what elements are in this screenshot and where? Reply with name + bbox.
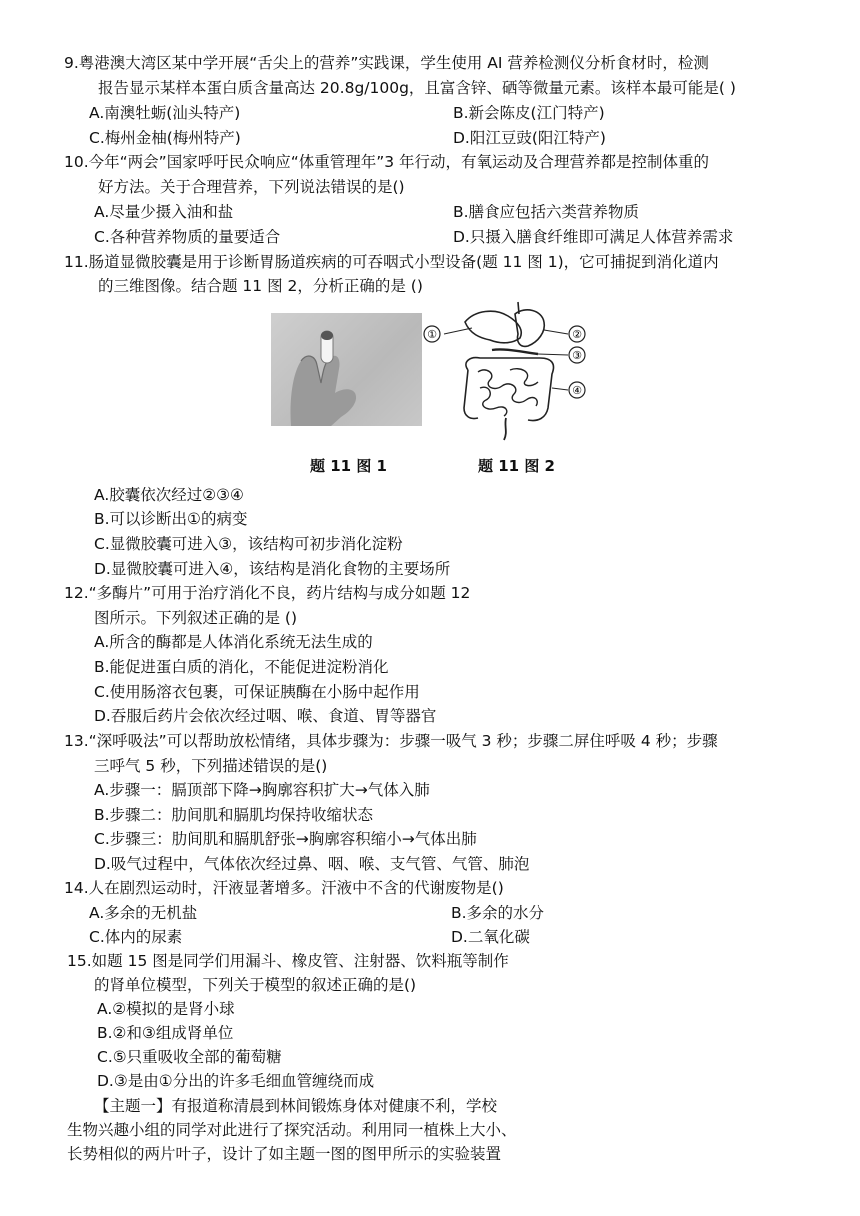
q13-option-c: C.步骤三：肋间肌和膈肌舒张→胸廓容积缩小→气体出肺	[94, 830, 477, 848]
q11-stem-line2: 的三维图像。结合题 11 图 2，分析正确的是 ()	[98, 277, 423, 295]
q14-option-d: D.二氧化碳	[451, 928, 530, 946]
label-4: ④	[572, 384, 582, 397]
q12-option-c: C.使用肠溶衣包裹，可保证胰酶在小肠中起作用	[94, 683, 420, 701]
q15-option-d: D.③是由①分出的许多毛细血管缠绕而成	[97, 1072, 375, 1090]
fig2-caption: 题 11 图 2	[478, 457, 555, 475]
q12-stem-line1: 12.“多酶片”可用于治疗消化不良，药片结构与成分如题 12	[64, 584, 471, 602]
q9-option-c: C.梅州金柚(梅州特产)	[89, 129, 241, 147]
q15-option-c: C.⑤只重吸收全部的葡萄糖	[97, 1048, 282, 1066]
label-3: ③	[572, 349, 582, 362]
q14-option-c: C.体内的尿素	[89, 928, 183, 946]
q11-option-b: B.可以诊断出①的病变	[94, 510, 248, 528]
theme1-line3: 长势相似的两片叶子，设计了如主题一图的图甲所示的实验装置	[67, 1145, 502, 1163]
theme1-line2: 生物兴趣小组的同学对此进行了探究活动。利用同一植株上大小、	[67, 1121, 517, 1139]
q11-stem-line1: 11.肠道显微胶囊是用于诊断胃肠道疾病的可吞咽式小型设备(题 11 图 1)，它可捕捉到消化道内	[64, 253, 719, 271]
q11-option-d: D.显微胶囊可进入④，该结构是消化食物的主要场所	[94, 560, 451, 578]
q15-stem-line1: 15.如题 15 图是同学们用漏斗、橡皮管、注射器、饮料瓶等制作	[67, 952, 509, 970]
q10-stem-line2: 好方法。关于合理营养，下列说法错误的是()	[98, 178, 405, 196]
q11-option-a: A.胶囊依次经过②③④	[94, 486, 244, 504]
q15-option-a: A.②模拟的是肾小球	[97, 1000, 235, 1018]
q11-option-c: C.显微胶囊可进入③，该结构可初步消化淀粉	[94, 535, 403, 553]
q10-option-a: A.尽量少摄入油和盐	[94, 203, 234, 221]
q10-option-c: C.各种营养物质的量要适合	[94, 228, 281, 246]
q10-stem-line1: 10.今年“两会”国家呼吁民众响应“体重管理年”3 年行动，有氧运动及合理营养都是控制体重的	[64, 153, 710, 171]
q13-option-b: B.步骤二：肋间肌和膈肌均保持收缩状态	[94, 806, 374, 824]
q12-option-b: B.能促进蛋白质的消化，不能促进淀粉消化	[94, 658, 389, 676]
q15-stem-line2: 的肾单位模型，下列关于模型的叙述正确的是()	[94, 976, 417, 994]
q13-stem-line2: 三呼气 5 秒，下列描述错误的是()	[94, 757, 328, 775]
q9-stem-line2: 报告显示某样本蛋白质含量高达 20.8g/100g，且富含锌、硒等微量元素。该样本最可能是( )	[98, 79, 736, 97]
capsule-hand-photo	[271, 313, 422, 426]
digestive-system-diagram	[420, 300, 590, 445]
q13-stem-line1: 13.“深呼吸法”可以帮助放松情绪，具体步骤为：步骤一吸气 3 秒；步骤二屏住呼吸 4 秒；步骤	[64, 732, 718, 750]
q9-option-a: A.南澳牡蛎(汕头特产)	[89, 104, 241, 122]
q12-stem-line2: 图所示。下列叙述正确的是 ()	[94, 609, 298, 627]
q15-option-b: B.②和③组成肾单位	[97, 1024, 234, 1042]
q12-option-a: A.所含的酶都是人体消化系统无法生成的	[94, 633, 373, 651]
q13-option-d: D.吸气过程中，气体依次经过鼻、咽、喉、支气管、气管、肺泡	[94, 855, 530, 873]
q9-option-b: B.新会陈皮(江门特产)	[453, 104, 605, 122]
q14-option-b: B.多余的水分	[451, 904, 545, 922]
label-1: ①	[427, 328, 437, 341]
q10-option-d: D.只摄入膳食纤维即可满足人体营养需求	[453, 228, 734, 246]
q9-option-d: D.阳江豆豉(阳江特产)	[453, 129, 606, 147]
fig1-caption: 题 11 图 1	[310, 457, 387, 475]
q13-option-a: A.步骤一：膈顶部下降→胸廓容积扩大→气体入肺	[94, 781, 430, 799]
q9-stem-line1: 9.粤港澳大湾区某中学开展“舌尖上的营养”实践课，学生使用 AI 营养检测仪分析食材时，检测	[64, 54, 709, 72]
q10-option-b: B.膳食应包括六类营养物质	[453, 203, 640, 221]
theme1-line1: 【主题一】有报道称清晨到林间锻炼身体对健康不利，学校	[94, 1097, 498, 1115]
q14-option-a: A.多余的无机盐	[89, 904, 198, 922]
q14-stem-line1: 14.人在剧烈运动时，汗液显著增多。汗液中不含的代谢废物是()	[64, 879, 504, 897]
label-2: ②	[572, 328, 582, 341]
q12-option-d: D.吞服后药片会依次经过咽、喉、食道、胃等器官	[94, 707, 437, 725]
